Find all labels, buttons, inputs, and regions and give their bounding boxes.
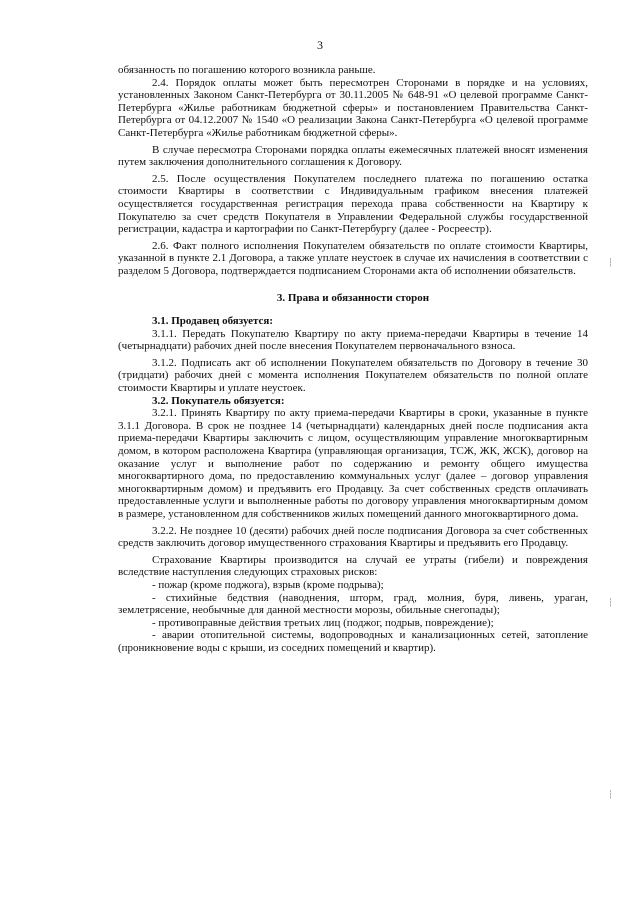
clause-2-5: 2.5. После осуществления Покупателем последнего платежа по погашению остатка стоимости Квартиры в соответствии с Индивидуальным графиком внесения платежей осуществляется государственная регистрация перехода права собственности на Квартиру к Покупателю за счет средств Покупателя в Управлении Федеральной службы государственной регистрации, кадастра и картографии по Санкт-Петербургу (далее - Росреестр).	[118, 172, 588, 236]
risk-list-item: - противоправные действия третьих лиц (поджог, подрыв, повреждение);	[152, 616, 494, 629]
clause-3-2-1: 3.2.1. Принять Квартиру по акту приема-передачи Квартиры в сроки, указанные в пункте 3.1.1 Договора. В срок не позднее 14 (четырнадцати) календарных дней после подписания акта приема-передачи Квартиры заключить с лицом, осуществляющим управление многоквартирным домом, в котором расположена Квартира (управляющая организация, ТСЖ, ЖК, ЖСК), договор на оказание услуг и выполнение работ по содержанию и ремонту общего имущества многоквартирного дома, по предоставлению коммунальных услуг (далее – договор управления многоквартирным домом) и предъявить его Продавцу. За счет собственных средств оплачивать предоставленные услуги и выполненные работы по договору управления многоквартирным домом в размере, установленном для собственников жилых помещений данного многоквартирного дома.	[118, 407, 588, 520]
paragraph-continuation: обязанность по погашению которого возникла раньше.	[118, 64, 376, 76]
page-number: 3	[317, 38, 323, 52]
clause-3-1-1: 3.1.1. Передать Покупателю Квартиру по акту приема-передачи Квартиры в течение 14 (четырнадцати) рабочих дней после внесения Покупателем первоначального взноса.	[118, 327, 588, 353]
scan-margin-mark: ┆	[608, 258, 613, 267]
subsection-3-2-title: 3.2. Покупатель обязуется:	[152, 394, 285, 407]
insurance-intro: Страхование Квартиры производится на случай ее утраты (гибели) и повреждения вследствие наступления следующих страховых рисков:	[118, 553, 588, 579]
scan-margin-mark: ┆	[608, 790, 613, 799]
clause-3-1-2: 3.1.2. Подписать акт об исполнении Покупателем обязательств по Договору в течение 30 (тридцати) рабочих дней с момента исполнения Покупателем обязательств по полной оплате стоимости Квартиры и уплате неустоек.	[118, 356, 588, 395]
clause-2-6: 2.6. Факт полного исполнения Покупателем обязательств по оплате стоимости Квартиры, указанной в пункте 2.1 Договора, а также уплате неустоек в случае их начисления в соответствии с разделом 5 Договора, подтверждается подписанием Сторонами акта об исполнении обязательств.	[118, 239, 588, 277]
risk-list-item: - аварии отопительной системы, водопроводных и канализационных сетей, затопление (проникновение воды с крыши, из соседних помещений и квартир).	[118, 629, 588, 654]
clause-2-4: 2.4. Порядок оплаты может быть пересмотрен Сторонами в порядке и на условиях, установленных Законом Санкт-Петербурга от 30.11.2005 № 648-91 «О целевой программе Санкт-Петербурга «Жилье работникам бюджетной сферы» и постановлением Правительства Санкт-Петербурга от 04.12.2007 № 1540 «О реализации Закона Санкт-Петербурга «О целевой программе Санкт-Петербурга «Жилье работникам бюджетной сферы».	[118, 76, 588, 139]
section-title: 3. Права и обязанности сторон	[276, 291, 430, 304]
subsection-3-1-title: 3.1. Продавец обязуется:	[152, 315, 274, 328]
clause-2-4-note: В случае пересмотра Сторонами порядка оплаты ежемесячных платежей вносят изменения путем заключения дополнительного соглашения к Договору.	[118, 143, 588, 169]
risk-list-item: - стихийные бедствия (наводнения, шторм, град, молния, буря, ливень, ураган, землетрясение, необычные для данной местности морозы, обильные снегопады);	[118, 591, 588, 617]
risk-list-item: - пожар (кроме поджога), взрыв (кроме подрыва);	[152, 578, 384, 591]
document-body	[118, 64, 588, 655]
clause-3-2-2: 3.2.2. Не позднее 10 (десяти) рабочих дней после подписания Договора за счет собственных средств заключить договор имущественного страхования Квартиры и предъявить его Продавцу.	[118, 524, 588, 550]
scan-margin-mark: ┆	[608, 598, 613, 607]
